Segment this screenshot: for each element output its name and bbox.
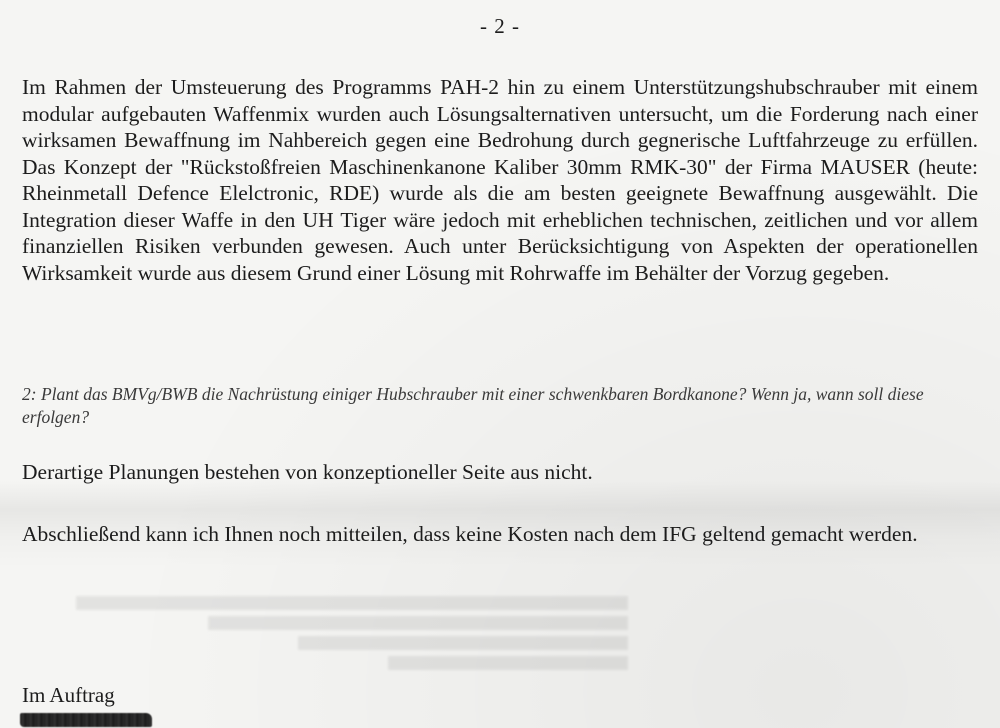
answer-paragraph: Derartige Planungen bestehen von konzeptioneller Seite aus nicht. [22, 460, 593, 484]
signoff-text: Im Auftrag [22, 683, 115, 707]
question-text: 2: Plant das BMVg/BWB die Nachrüstung einiger Hubschrauber mit einer schwenkbaren Bordkanone? Wenn ja, wann soll diese erfolgen? [22, 384, 924, 427]
redacted-signature [20, 713, 152, 727]
main-paragraph: Im Rahmen der Umsteuerung des Programms PAH-2 hin zu einem Unterstützungshubschrauber mit einem modular aufgebauten Waffenmix wurden auch Lösungsalternativen untersucht, um die Forderung nach einer wirksamen Bewaffnung im Nahbereich gegen eine Bedrohung durch gegnerische Luftfahrzeuge zu erfüllen. Das Konzept der "Rückstoßfreien Maschinenkanone Kaliber 30mm RMK-30" der Firma MAUSER (heute: Rheinmetall Defence Elelctronic, RDE) wurde als die am besten geeignete Bewaffnung ausgewählt. Die Integration dieser Waffe in den UH Tiger wäre jedoch mit erheblichen technischen, zeitlichen und vor allem finanziellen Risiken verbunden gewesen. Auch unter Berücksichtigung von Aspekten der operationellen Wirksamkeit wurde aus diesem Grund einer Lösung mit Rohrwaffe im Behälter der Vorzug gegeben. [22, 75, 978, 285]
page-number: - 2 - [480, 14, 520, 38]
closing-paragraph: Abschließend kann ich Ihnen noch mitteilen, dass keine Kosten nach dem IFG geltend gemacht werden. [22, 522, 918, 546]
show-through-text [28, 590, 628, 700]
